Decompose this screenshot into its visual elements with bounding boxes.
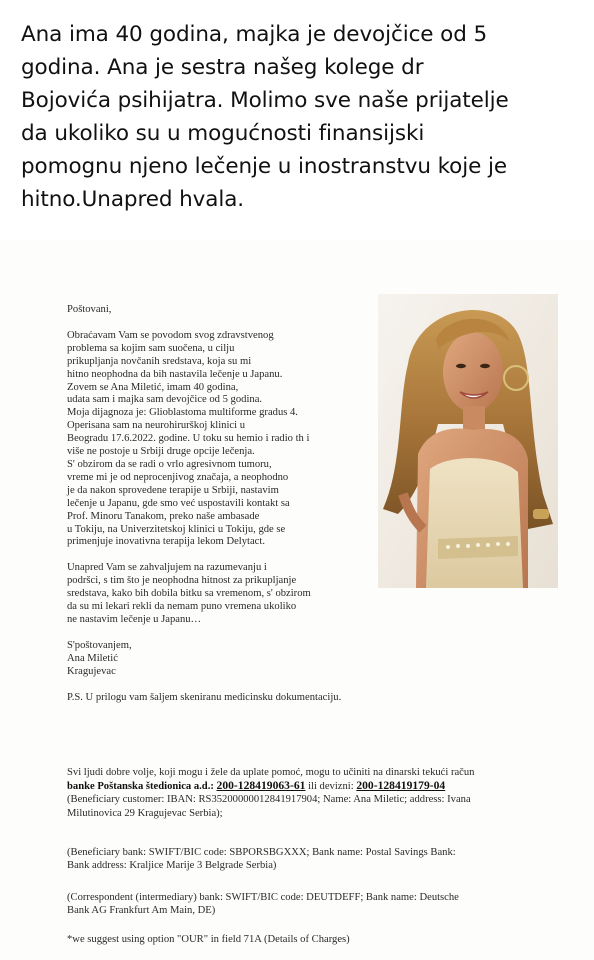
- letter-line: Unapred Vam se zahvaljujem na razumevanju i: [67, 562, 267, 574]
- correspondent-bank-block: [67, 891, 459, 917]
- signature-city: Kragujevac: [67, 665, 116, 677]
- beneficiary-bank-line: (Beneficiary bank: SWIFT/BIC code: SBPORSBGXXX; Bank name: Postal Savings Bank:: [67, 847, 456, 858]
- charges-note-block: [67, 933, 350, 946]
- letter-line: u Tokiju, na Univerzitetskoj klinici u Tokiju, gde se: [67, 523, 286, 535]
- letter-line: je da nakon sprovedene terapije u Srbiji, nastavim: [67, 484, 279, 496]
- letter-line: problema sa kojim sam suočena, u cilju: [67, 342, 235, 354]
- post-line: Bojovića psihijatra. Molimo sve naše prijatelje: [21, 88, 509, 113]
- dinar-account-number[interactable]: 200-128419063-61: [216, 779, 306, 793]
- correspondent-bank-line: Bank AG Frankfurt Am Main, DE): [67, 905, 216, 917]
- ili-devizni-text: ili devizni:: [305, 781, 357, 793]
- beneficiary-customer-line: Milutinovica 29 Kragujevac Serbia);: [67, 807, 223, 819]
- letter-line: Obraćavam Vam se povodom svog zdravstvenog: [67, 329, 274, 341]
- donation-intro: Svi ljudi dobre volje, koji mogu i žele da uplate pomoć, mogu to učiniti na dinarski tekući račun: [67, 767, 475, 778]
- letter-line: da su mi lekari rekli da nemam puno vremena ukoliko: [67, 601, 297, 613]
- bank-name: banke Poštanska štedionica a.d.:: [67, 781, 217, 793]
- signature-name: Ana Miletić: [67, 652, 118, 664]
- letter-paragraph-1: [67, 330, 341, 549]
- beneficiary-bank-block: [67, 846, 456, 872]
- post-line: Ana ima 40 godina, majka je devojčice od 5: [21, 22, 488, 47]
- beneficiary-customer-line: (Beneficiary customer: IBAN: RS35200000012841917904; Name: Ana Miletic; address: Ivana: [67, 794, 471, 806]
- letter-line: sredstava, kako bih dobila bitku sa vremenom, s' obzirom: [67, 588, 311, 600]
- closing-line: S'poštovanjem,: [67, 639, 132, 651]
- letter-paragraph-2: [67, 562, 341, 627]
- letter-line: lečenje u Japanu, gde smo već uspostavili kontakt sa: [67, 497, 290, 509]
- charges-note: *we suggest using option "OUR" in field 71A (Details of Charges): [67, 934, 350, 945]
- letter-ps: P.S. U prilogu vam šaljem skeniranu medicinsku dokumentaciju.: [67, 691, 342, 703]
- letter-line: S' obzirom da se radi o vrlo agresivnom tumoru,: [67, 458, 272, 470]
- letter-line: Zovem se Ana Miletić, imam 40 godina,: [67, 381, 239, 393]
- post-line: godina. Ana je sestra našeg kolege dr: [21, 55, 424, 80]
- letter-line: Operisana sam na neurohirurškoj klinici u: [67, 420, 245, 432]
- letter-line: hitno neophodna da bih nastavila lečenje u Japanu.: [67, 368, 283, 380]
- letter-line: Moja dijagnoza je: Glioblastoma multiforme gradus 4.: [67, 407, 298, 419]
- letter-greeting: Poštovani,: [67, 304, 112, 315]
- portrait-photo: [378, 294, 558, 588]
- letter-closing: [67, 640, 341, 679]
- letter-line: prikupljanja novčanih sredstava, koja su mi: [67, 355, 252, 367]
- post-line: hitno.Unapred hvala.: [21, 187, 245, 212]
- letter-line: više ne postoje u Srbiji druge opcije lečenja.: [67, 446, 255, 458]
- post-line: da ukoliko su u mogućnosti finansijski: [21, 121, 425, 146]
- letter-line: podršci, s tim što je neophodna hitnost za prikupljanje: [67, 575, 297, 587]
- bank-account-line: [67, 779, 474, 793]
- post-line: pomognu njeno lečenje u inostranstvu koje je: [21, 154, 507, 179]
- letter-line: vreme mi je od neprocenjivog značaja, a neophodno: [67, 471, 289, 483]
- letter-body: [67, 304, 341, 704]
- letter-line: primenjuje inovativna terapija lekom Delytact.: [67, 536, 265, 548]
- scanned-letter-image[interactable]: [0, 240, 594, 960]
- letter-line: ne nastavim lečenje u Japanu…: [67, 613, 202, 625]
- letter-line: udata sam i majka sam devojčice od 5 godina.: [67, 394, 263, 406]
- beneficiary-bank-line: Bank address: Kraljice Marije 3 Belgrade Serbia): [67, 860, 277, 872]
- letter-line: Beogradu 17.6.2022. godine. U toku su hemio i radio th i: [67, 433, 310, 445]
- post-text: [21, 18, 581, 216]
- letter-line: Prof. Minoru Tanakom, preko naše ambasade: [67, 510, 260, 522]
- donation-info: [67, 766, 474, 820]
- foreign-account-number[interactable]: 200-128419179-04: [356, 779, 446, 793]
- correspondent-bank-line: (Correspondent (intermediary) bank: SWIFT/BIC code: DEUTDEFF; Bank name: Deutsche: [67, 892, 459, 903]
